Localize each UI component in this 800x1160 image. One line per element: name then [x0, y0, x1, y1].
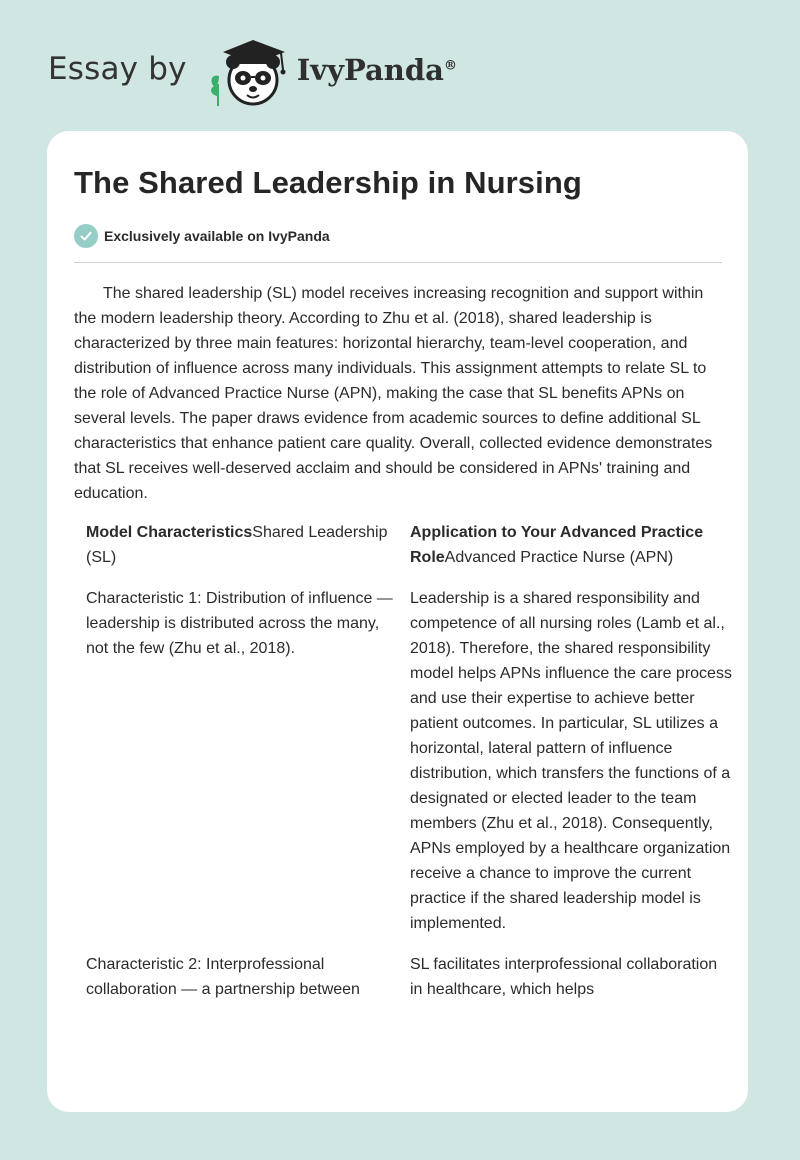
table-cell-characteristic-1: Characteristic 1: Distribution of influence — leadership is distributed across the many, not the few (Zhu et al., 2018). — [86, 590, 393, 657]
brand-registered-mark: ® — [443, 58, 457, 74]
table-cell-application-2: SL facilitates interprofessional collaboration in healthcare, which helps — [410, 956, 718, 998]
table-cell-application-1: Leadership is a shared responsibility and competence of all nursing roles (Lamb et al., 2018). Therefore, the shared responsibility model helps APNs influence the care process and use their expertise to achieve better patient outcomes. In particular, SL utilizes a horizontal, lateral pattern of influence distribution, which transfers the functions of a designated or elected leader to the team members (Zhu et al., 2018). Consequently, APNs employed by a healthcare organization receive a chance to improve the current practice if the shared leadership model is implemented. — [410, 590, 732, 932]
panda-graduate-icon — [205, 36, 293, 108]
check-circle-icon — [74, 224, 98, 248]
table-header-cell-1 — [86, 520, 395, 586]
brand-name: IvyPanda® — [296, 53, 457, 87]
exclusive-label: Exclusively available on IvyPanda — [104, 228, 330, 244]
essay-card — [47, 131, 748, 1112]
intro-paragraph: The shared leadership (SL) model receives increasing recognition and support within the modern leadership theory. According to Zhu et al. (2018), shared leadership is characterized by three main features: horizontal hierarchy, team-level cooperation, and distribution of influence across many individuals. This assignment attempts to relate SL to the role of Advanced Practice Nurse (APN), making the case that SL benefits APNs on several levels. The paper draws evidence from academic sources to define additional SL characteristics that enhance patient care quality. Overall, collected evidence demonstrates that SL receives well-deserved acclaim and should be considered in APNs' training and education. — [74, 285, 713, 502]
header-bold-2: Application to Your Advanced Practice Role — [410, 524, 704, 566]
header-rest-2: Advanced Practice Nurse (APN) — [444, 549, 674, 566]
header-bold-1: Model Characteristics — [86, 524, 253, 541]
characteristics-table — [74, 520, 732, 1018]
header-rest-1: Shared Leadership (SL) — [86, 524, 388, 566]
exclusive-badge — [74, 224, 722, 248]
table-cell-characteristic-2: Characteristic 2: Interprofessional collaboration — a partnership between — [86, 956, 360, 998]
page-title: The Shared Leadership in Nursing — [74, 165, 582, 200]
table-header-cell-2 — [410, 520, 734, 586]
divider — [74, 262, 722, 263]
brand-prefix: Essay by — [48, 51, 187, 87]
brand-header[interactable] — [48, 36, 457, 108]
